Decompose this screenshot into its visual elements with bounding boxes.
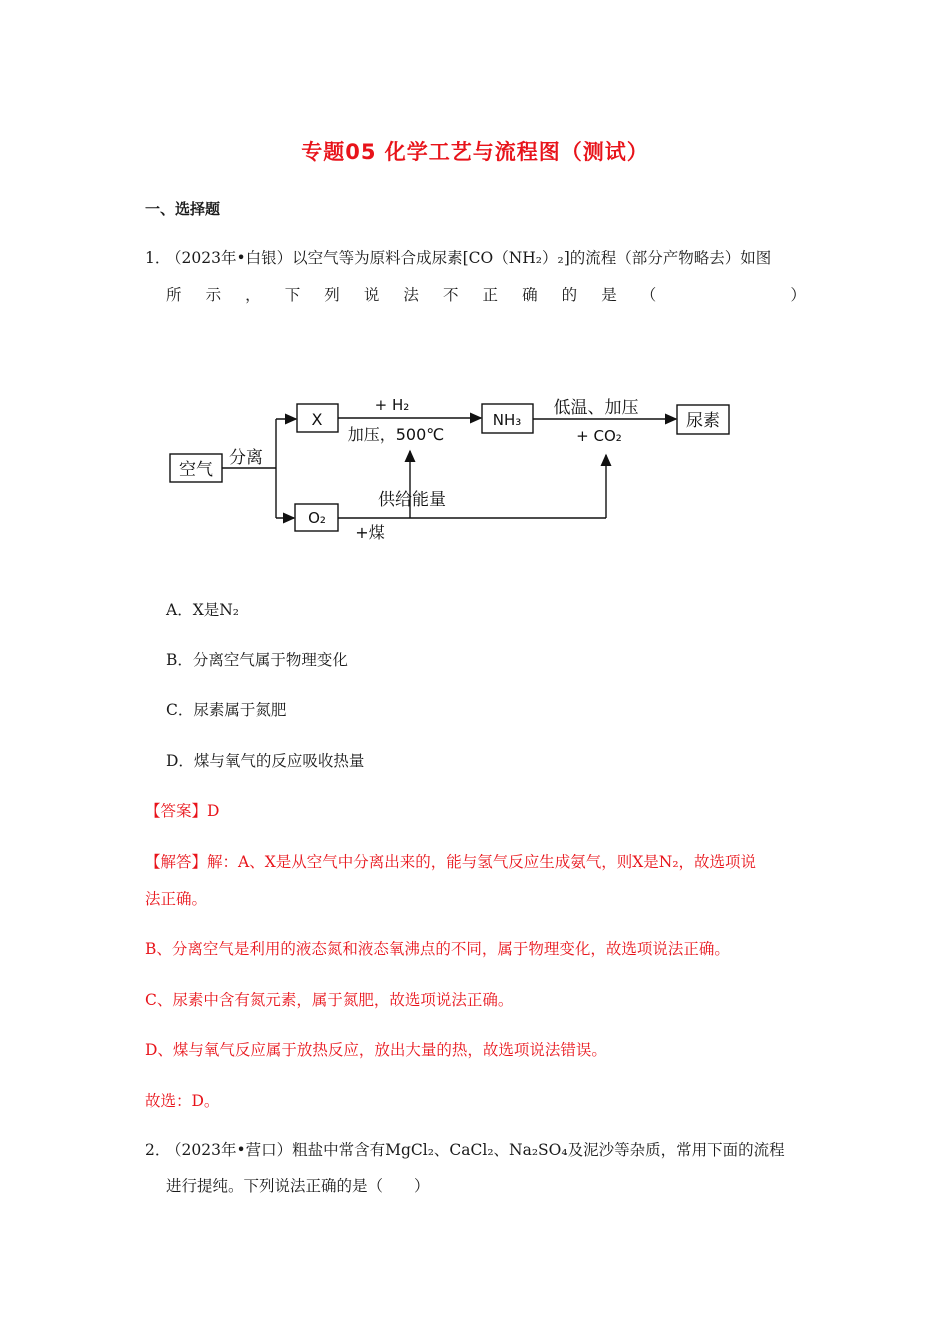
label-energy: 供给能量 [378,490,446,510]
option-a: A．X是N₂ [166,601,240,619]
stem-word: 不 [442,286,459,304]
stem-word: 下 [284,286,301,304]
answer: 【答案】D [145,802,220,820]
question-2-stem: （2023年•营口）粗盐中常含有MgCl₂、CaCl₂、Na₂SO₄及泥沙等杂质，常用下面的流程 [166,1141,785,1159]
label-plus-coal: +煤 [355,523,385,542]
answer-bracket-close: ） [790,286,806,304]
label-urea: 尿素 [686,411,720,431]
option-d: D．煤与氧气的反应吸收热量 [166,752,365,770]
option-b: B．分离空气属于物理变化 [166,651,348,669]
stem-word: 所 [166,286,182,304]
stem-word: 列 [324,286,340,304]
process-flow-diagram [160,385,750,555]
question-1-stem: （2023年•白银）以空气等为原料合成尿素[CO（NH₂）₂]的流程（部分产物略去）如图 [166,249,772,267]
explanation-line-1: 【解答】解：A、X是从空气中分离出来的，能与氢气反应生成氨气，则X是N₂，故选项说 [145,853,757,871]
answer-bracket-open: （ [640,286,657,304]
explanation-b: B、分离空气是利用的液态氮和液态氧沸点的不同，属于物理变化，故选项说法正确。 [145,940,730,958]
question-2-number: 2． [145,1141,171,1159]
label-separate: 分离 [229,448,263,468]
explanation-conclusion: 故选：D。 [145,1092,220,1110]
question-1-stem-line2 [166,285,806,305]
stem-word: 法 [403,286,419,304]
page-title: 专题05 化学工艺与流程图（测试） [301,140,649,164]
stem-word: 示 [205,286,222,304]
explanation-c: C、尿素中含有氮元素，属于氮肥，故选项说法正确。 [145,991,514,1009]
section-heading: 一、选择题 [145,200,221,218]
label-plus-h2: + H₂ [374,396,410,414]
stem-word: 的 [561,286,578,304]
option-c: C．尿素属于氮肥 [166,701,287,719]
question-1-number: 1． [145,249,171,267]
stem-word: ， [245,286,261,304]
stem-word: 确 [522,286,538,304]
label-condition-1: 加压，500℃ [347,425,445,444]
stem-word: 是 [601,286,617,304]
explanation-line-2: 法正确。 [145,890,208,908]
stem-word: 正 [482,286,499,304]
explanation-d: D、煤与氧气反应属于放热反应，放出大量的热，故选项说法错误。 [145,1041,607,1059]
question-2-stem-line2: 进行提纯。下列说法正确的是（ ） [166,1177,430,1195]
label-air: 空气 [179,460,213,480]
label-nh3: NH₃ [492,411,522,429]
label-plus-co2: + CO₂ [576,427,622,445]
label-o2: O₂ [308,509,326,527]
label-condition-2: 低温、加压 [553,398,639,418]
stem-word: 说 [363,286,380,304]
label-x: X [311,410,323,429]
